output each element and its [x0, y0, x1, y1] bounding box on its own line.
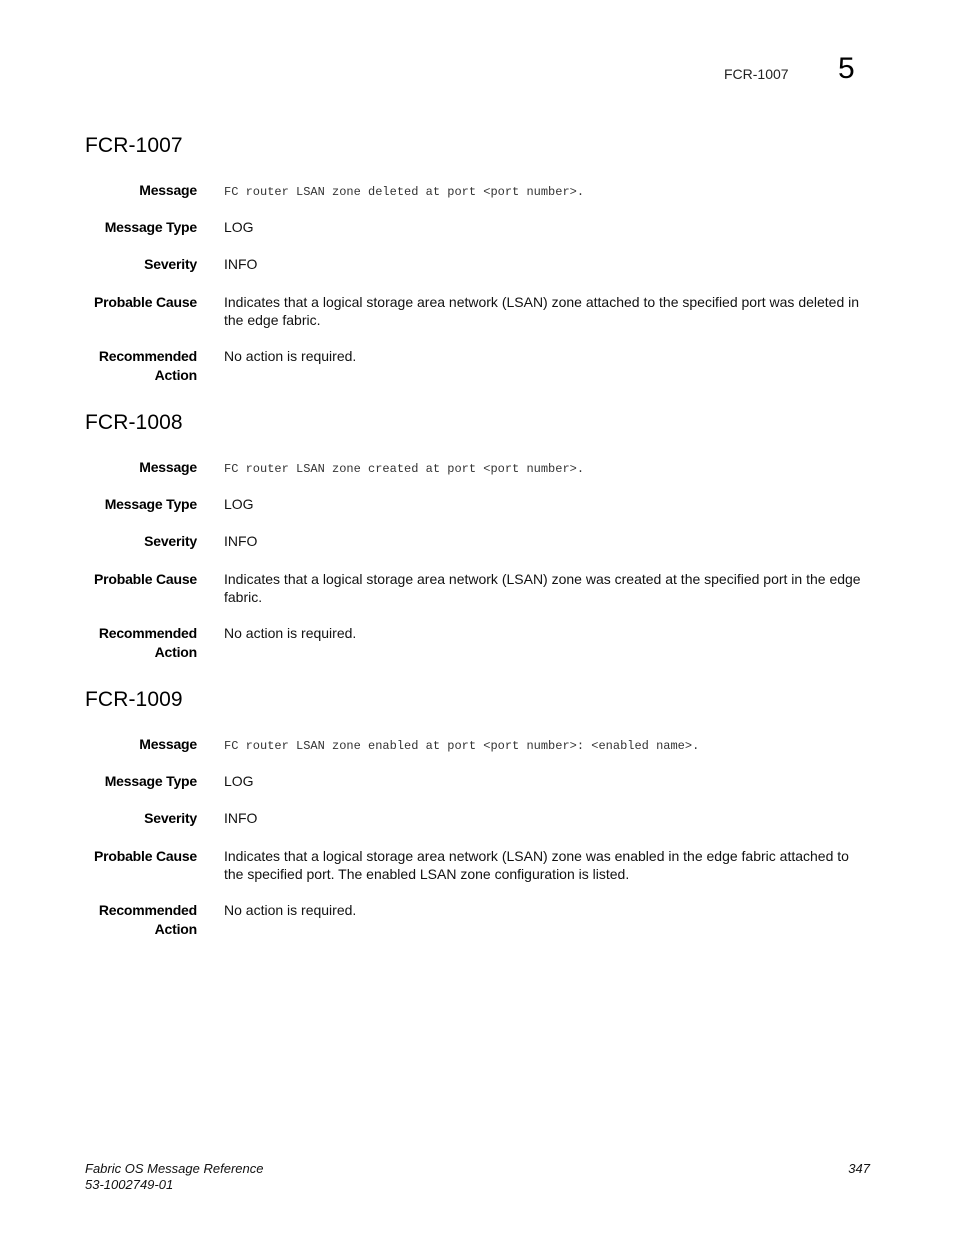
recommended-action-label	[57, 901, 197, 939]
recommended-label-line1: Recommended	[98, 902, 197, 918]
recommended-action-label	[57, 624, 197, 662]
message-text: FC router LSAN zone created at port <port number>.	[224, 462, 585, 476]
recommended-action-text: No action is required.	[224, 348, 357, 364]
probable-cause-label: Probable Cause	[93, 848, 197, 864]
message-text: FC router LSAN zone deleted at port <port number>.	[224, 185, 585, 199]
message-type-label: Message Type	[104, 219, 197, 235]
message-type-value: LOG	[224, 496, 254, 512]
recommended-action-label	[57, 347, 197, 385]
footer-document-info	[85, 1161, 263, 1193]
recommended-label-line1: Recommended	[98, 625, 197, 641]
page-header-ref: FCR-1007	[724, 66, 789, 82]
severity-value: INFO	[224, 533, 258, 549]
footer-title: Fabric OS Message Reference	[85, 1161, 264, 1176]
recommended-action-text: No action is required.	[224, 625, 357, 641]
message-label: Message	[139, 736, 197, 752]
recommended-action-text: No action is required.	[224, 902, 357, 918]
footer-page-number: 347	[848, 1161, 870, 1176]
probable-cause-text: Indicates that a logical storage area network (LSAN) zone was created at the specified port in the edge fabric.	[224, 571, 861, 605]
message-text: FC router LSAN zone enabled at port <port number>: <enabled name>.	[224, 739, 700, 753]
message-type-value: LOG	[224, 219, 254, 235]
severity-label: Severity	[144, 256, 197, 272]
chapter-number: 5	[838, 52, 855, 85]
severity-label: Severity	[144, 810, 197, 826]
probable-cause-label: Probable Cause	[93, 294, 197, 310]
entry-title: FCR-1009	[85, 688, 183, 711]
entry-title: FCR-1007	[85, 134, 183, 157]
severity-value: INFO	[224, 256, 258, 272]
probable-cause-text: Indicates that a logical storage area network (LSAN) zone was enabled in the edge fabric attached to the specified port. The enabled LSAN zone configuration is listed.	[224, 848, 849, 882]
recommended-label-line2: Action	[154, 367, 197, 383]
recommended-label-line2: Action	[154, 644, 197, 660]
severity-value: INFO	[224, 810, 258, 826]
message-label: Message	[139, 459, 197, 475]
message-label: Message	[139, 182, 197, 198]
probable-cause-label: Probable Cause	[93, 571, 197, 587]
message-type-label: Message Type	[104, 496, 197, 512]
entry-title: FCR-1008	[85, 411, 183, 434]
recommended-label-line1: Recommended	[98, 348, 197, 364]
probable-cause-text: Indicates that a logical storage area network (LSAN) zone attached to the specified port was deleted in the edge fabric.	[224, 294, 860, 328]
message-type-value: LOG	[224, 773, 254, 789]
recommended-label-line2: Action	[154, 921, 197, 937]
message-type-label: Message Type	[104, 773, 197, 789]
footer-doc-number: 53-1002749-01	[85, 1177, 174, 1192]
severity-label: Severity	[144, 533, 197, 549]
